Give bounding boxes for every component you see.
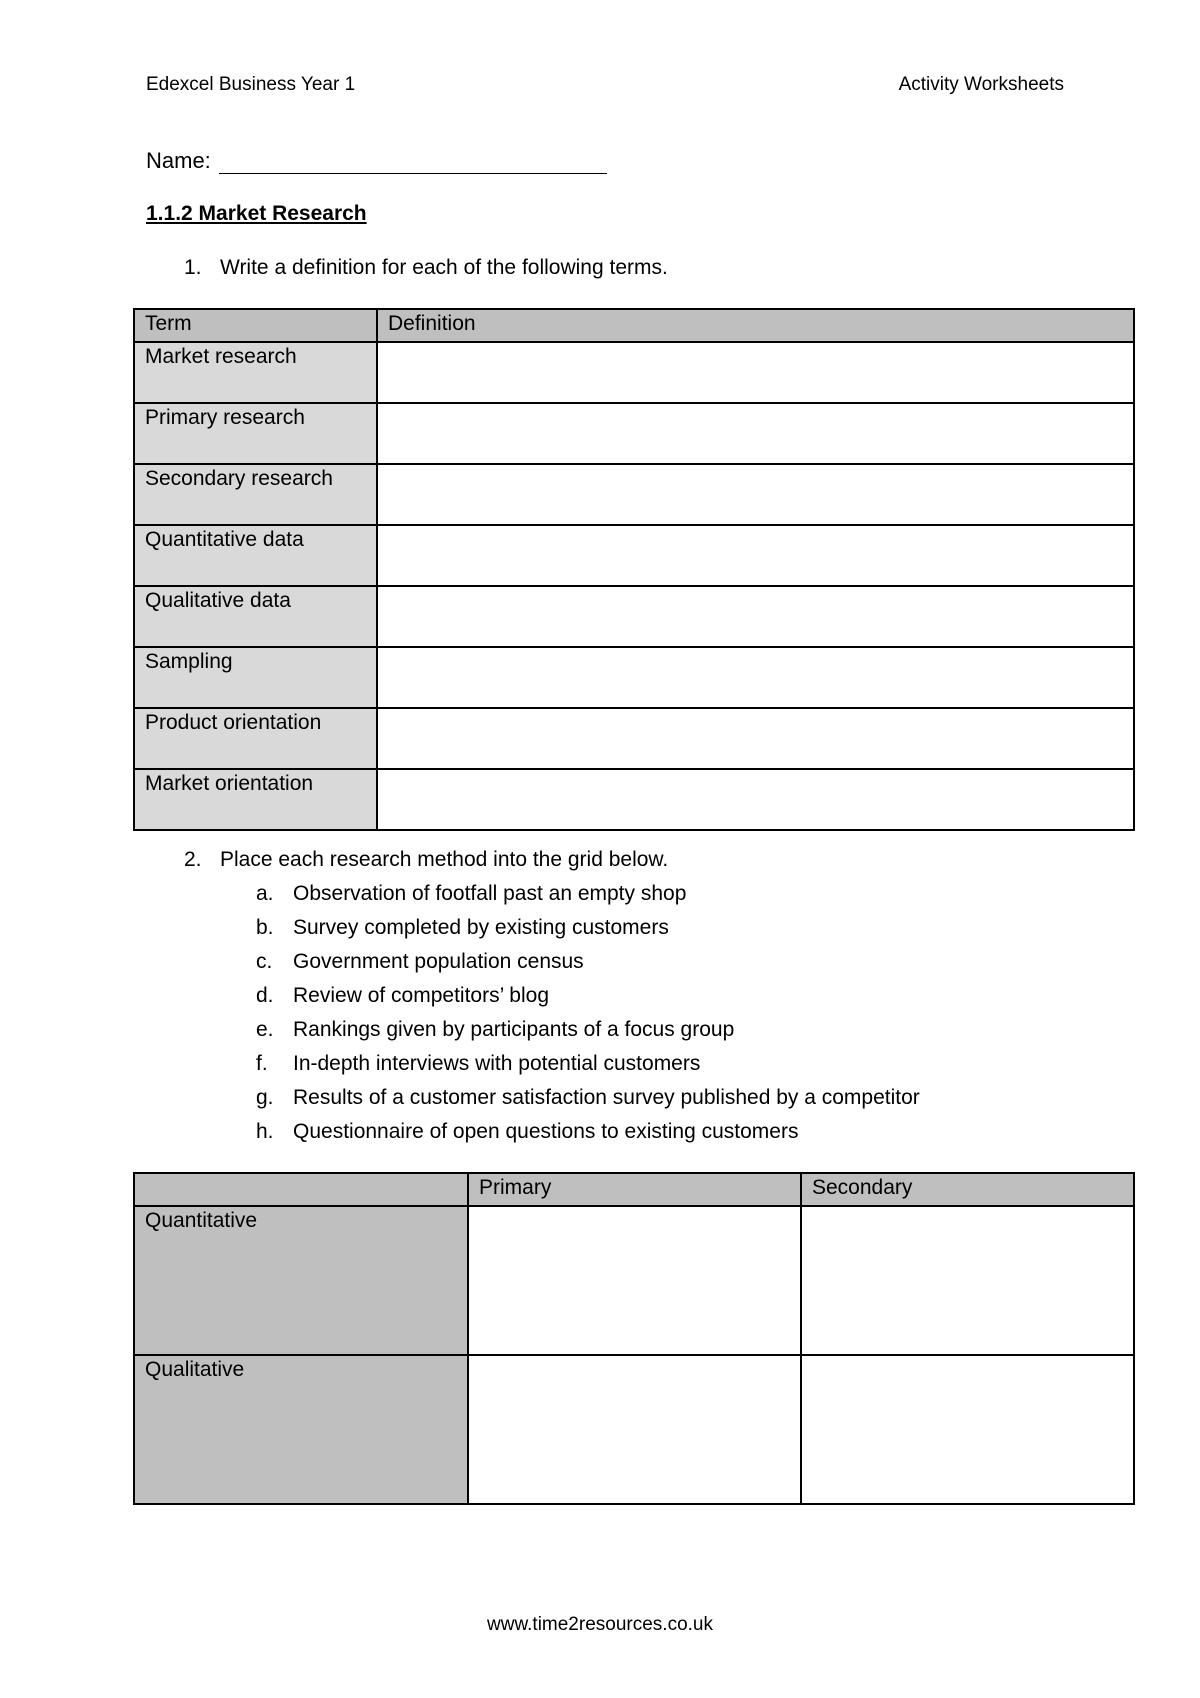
grid-row-qualitative: Qualitative (134, 1355, 468, 1504)
list-text: Questionnaire of open questions to existing customers (293, 1120, 799, 1143)
definition-cell[interactable] (377, 403, 1134, 464)
list-item (256, 1052, 920, 1086)
list-letter: c. (256, 950, 273, 973)
term-label: Secondary research (134, 464, 377, 525)
list-text: Government population census (293, 950, 584, 973)
research-grid (133, 1172, 1135, 1505)
list-item (256, 882, 920, 916)
name-row (146, 148, 607, 174)
grid-cell-qualitative-secondary[interactable] (801, 1355, 1134, 1504)
definition-cell[interactable] (377, 708, 1134, 769)
term-label: Primary research (134, 403, 377, 464)
list-item (256, 984, 920, 1018)
definition-cell[interactable] (377, 647, 1134, 708)
list-letter: d. (256, 984, 274, 1007)
list-text: In-depth interviews with potential customers (293, 1052, 701, 1075)
definition-cell[interactable] (377, 342, 1134, 403)
list-item (256, 950, 920, 984)
list-letter: b. (256, 916, 274, 939)
list-letter: a. (256, 882, 274, 905)
term-label: Sampling (134, 647, 377, 708)
terms-table (133, 308, 1135, 831)
terms-header-definition: Definition (377, 309, 1134, 342)
header-left: Edexcel Business Year 1 (146, 74, 356, 95)
definition-cell[interactable] (377, 769, 1134, 830)
list-text: Survey completed by existing customers (293, 916, 669, 939)
grid-cell-quantitative-secondary[interactable] (801, 1206, 1134, 1355)
grid-header-secondary: Secondary (801, 1173, 1134, 1206)
list-item (256, 1018, 920, 1052)
grid-row-quantitative: Quantitative (134, 1206, 468, 1355)
question-2-text: Place each research method into the grid below. (220, 848, 669, 871)
question-2-number: 2. (184, 848, 202, 871)
list-item (256, 1086, 920, 1120)
grid-cell-quantitative-primary[interactable] (468, 1206, 801, 1355)
definition-cell[interactable] (377, 464, 1134, 525)
grid-header-blank (134, 1173, 468, 1206)
header-right: Activity Worksheets (898, 74, 1064, 95)
name-label: Name: (146, 148, 211, 173)
grid-header-primary: Primary (468, 1173, 801, 1206)
term-label: Market research (134, 342, 377, 403)
question-2 (184, 848, 668, 872)
grid-cell-qualitative-primary[interactable] (468, 1355, 801, 1504)
list-letter: h. (256, 1120, 274, 1143)
terms-header-term: Term (134, 309, 377, 342)
methods-list (256, 882, 920, 1154)
list-letter: e. (256, 1018, 274, 1041)
list-item (256, 1120, 920, 1154)
question-1-number: 1. (184, 256, 202, 279)
section-title: 1.1.2 Market Research (146, 202, 367, 225)
list-text: Review of competitors’ blog (293, 984, 549, 1007)
term-label: Market orientation (134, 769, 377, 830)
list-item (256, 916, 920, 950)
footer-url: www.time2resources.co.uk (487, 1614, 713, 1635)
definition-cell[interactable] (377, 586, 1134, 647)
list-text: Rankings given by participants of a focus group (293, 1018, 735, 1041)
term-label: Quantitative data (134, 525, 377, 586)
question-1-text: Write a definition for each of the following terms. (220, 256, 668, 279)
list-letter: f. (256, 1052, 268, 1075)
list-text: Results of a customer satisfaction survey published by a competitor (293, 1086, 920, 1109)
name-field[interactable] (219, 151, 607, 174)
question-1 (184, 256, 668, 280)
term-label: Qualitative data (134, 586, 377, 647)
list-text: Observation of footfall past an empty shop (293, 882, 687, 905)
definition-cell[interactable] (377, 525, 1134, 586)
term-label: Product orientation (134, 708, 377, 769)
list-letter: g. (256, 1086, 274, 1109)
